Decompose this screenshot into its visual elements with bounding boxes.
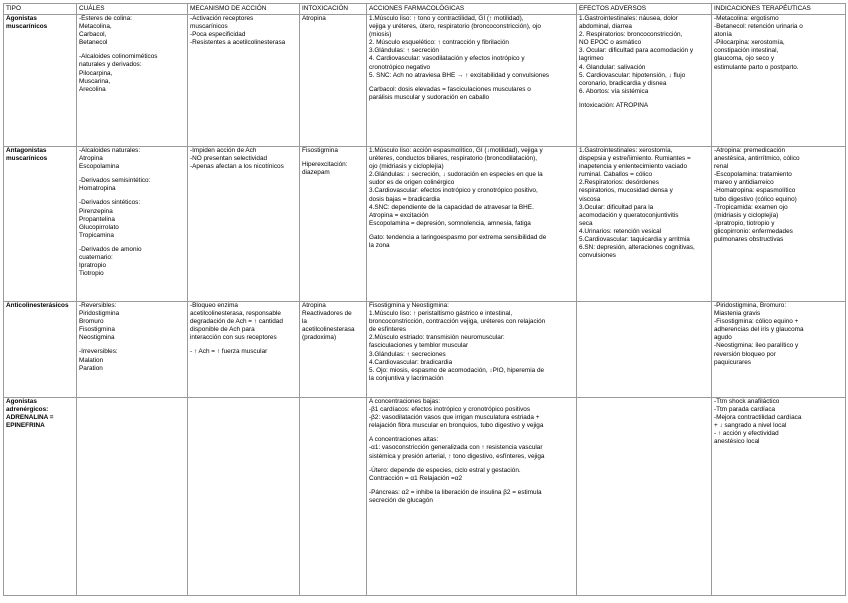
cell-line: atonía — [714, 31, 732, 39]
cell-line: -NO presentan selectividad — [190, 155, 268, 163]
cell-line: 3.Ocular: dificultad para la — [579, 203, 654, 211]
cell-line: -Poca especificidad — [190, 31, 246, 39]
cell-line: Betanecol — [79, 39, 108, 47]
cell-line: de esfínteres — [369, 326, 406, 334]
table-row — [4, 147, 846, 302]
cell-line: 3. Ocular: dificultad para acomodación y — [579, 47, 694, 55]
cell-line: 6. Abortos: vía sistémica — [579, 87, 649, 95]
cell-line: naturales y derivados: — [79, 61, 142, 69]
cell-indicaciones — [712, 302, 846, 398]
cell-line: ojo (midriasis y cicloplejía) — [369, 163, 444, 171]
cell-line: interacción con sus receptores — [190, 334, 277, 342]
cell-line: Tropicamina — [79, 231, 114, 239]
cell-line: Contracción = α1 Relajación =α2 — [369, 474, 463, 482]
cell-line: -Bloqueo enzima — [190, 302, 238, 309]
cell-intoxicacion — [300, 15, 367, 147]
cell-line: sudor es de origen colinérgico — [369, 179, 455, 187]
cell-line: Tiotropio — [79, 270, 104, 278]
cell-line: 1.Músculo liso: acción espasmolítico, GI (↓motilidad), vejiga y — [369, 147, 543, 154]
cell-line: convulsiones — [579, 252, 616, 260]
cell-line: -Ésteres de colina: — [79, 15, 132, 22]
cell-line: 2. Respiratorios: broncoconstricción, — [579, 31, 683, 39]
cell-line: 2. Músculo esquelético: ↑ contracción y fibrilación — [369, 39, 509, 47]
cell-acciones — [367, 302, 577, 398]
cell-line: Agonistas — [6, 398, 37, 405]
cell-line: -Escopolamina: tratamiento — [714, 171, 792, 179]
cell-line: Reactivadores de — [302, 310, 352, 318]
cell-line: ADRENALINA = — [6, 414, 54, 422]
cell-line: sistémica y presión arterial, ↑ tono digestivo, esfínteres, vejiga — [369, 452, 545, 460]
cell-line: -Resistentes a acetilcolinesterasa — [190, 39, 286, 47]
cell-line: 4. Glandular: salivación — [579, 63, 646, 71]
cell-line: -Mejora contractilidad cardíaca — [714, 414, 802, 422]
cell-line: - ↑ Ach = ↑ fuerza muscular — [190, 348, 268, 356]
cell-line: (pradoxima) — [302, 334, 337, 342]
cell-line: coronario, bradicardia y disnea — [579, 79, 667, 87]
cell-line: Bromuro — [79, 318, 104, 326]
cell-line: -Irreversibles: — [79, 348, 118, 356]
cell-line: tubo digestivo (cólico equino) — [714, 195, 797, 203]
cell-line: reversión bloqueo por — [714, 350, 776, 358]
header-mecanismo: MECANISMO DE ACCIÓN — [188, 4, 300, 15]
header-tipo: TIPO — [4, 4, 77, 15]
cell-line: -Neostigmina: íleo paralítico y — [714, 342, 799, 350]
cell-line: 5. SNC: Ach no atraviesa BHE → ↑ excitabilidad y convulsiones — [369, 71, 550, 79]
cell-line: disponible de Ach para — [190, 326, 255, 334]
cell-line: ruminal. Caballos = cólico — [579, 171, 652, 179]
cell-line: la — [302, 318, 307, 326]
header-row — [4, 4, 846, 15]
cell-tipo — [4, 302, 77, 398]
cell-line: constipación intestinal, — [714, 47, 779, 55]
cell-line: -Alcaloides colinomiméticos — [79, 53, 158, 61]
cell-line: -Metacolina: ergotismo — [714, 15, 779, 22]
cell-acciones — [367, 15, 577, 147]
cell-line: -β2: vasodilatación vasos que irrigan musculatura estriada + — [369, 414, 540, 422]
cell-mecanismo — [188, 302, 300, 398]
cell-line: acetilcolinesterasa, responsable — [190, 310, 281, 318]
table-row — [4, 15, 846, 147]
cell-line: Propantelina — [79, 215, 115, 223]
cell-line: 3.Cardiovascular: efectos inotrópico y cronotrópico positivo, — [369, 187, 538, 195]
cell-line: Glucopirrolato — [79, 223, 119, 231]
cell-cuales — [77, 302, 188, 398]
cell-line: Muscarina, — [79, 77, 111, 85]
cell-line: -Activación receptores — [190, 15, 254, 22]
header-adversos: EFECTOS ADVERSOS — [577, 4, 712, 15]
cell-line: viscosa — [579, 195, 601, 203]
cell-line: Homatropina — [79, 185, 116, 193]
cell-intoxicacion — [300, 147, 367, 302]
cell-line: estimulante parto o postparto. — [714, 63, 799, 71]
cell-line: Miastenia gravis — [714, 310, 761, 318]
cell-line: -Piridostigmina, Bromuro: — [714, 302, 787, 309]
cell-line: Malation — [79, 356, 104, 364]
cell-line: Arecolina — [79, 85, 106, 93]
cell-line: Piridostigmina — [79, 310, 120, 318]
cell-line: muscarínicos — [6, 155, 48, 163]
cell-adversos — [577, 147, 712, 302]
cell-line: cronotrópico negativo — [369, 63, 431, 71]
cell-line: - ↑ acción y efectividad — [714, 430, 779, 438]
cell-line: 1.Gastrointestinales: xerostomía, — [579, 147, 673, 154]
cell-line: muscarínicos — [190, 23, 228, 31]
cell-line: renal — [714, 163, 729, 171]
table-row — [4, 302, 846, 398]
cell-line: abdominal, diarrea — [579, 23, 632, 31]
cell-line: 2.Músculo estriado: transmisión neuromuscular: — [369, 334, 505, 342]
cell-line: 4. Cardiovascular: vasodilatación y efectos inotrópico y — [369, 55, 525, 63]
cell-line: -Tropicamida: examen ojo — [714, 203, 788, 211]
cell-line: 2.Respiratorios: desórdenes — [579, 179, 659, 187]
cell-line: -Pilocarpina: xerostomía, — [714, 39, 785, 47]
cell-line: degradación de Ach = ↑ cantidad — [190, 318, 283, 326]
cell-line: Intoxicación: ATROPINA — [579, 101, 649, 109]
cell-line: pulmonares obstructivas — [714, 236, 784, 244]
cell-line: NO EPOC o asmático — [579, 39, 642, 47]
cell-line: Hiperexcitación: — [302, 161, 348, 169]
header-indicaciones: INDICACIONES TERAPÉUTICAS — [712, 4, 846, 15]
cell-indicaciones — [712, 147, 846, 302]
cell-line: 5. Ojo: miosis, espasmo de acomodación, ↓PIO, hiperemia de — [369, 366, 545, 374]
cell-line: 3.Glándulas: ↑ secreción — [369, 47, 439, 55]
cell-line: (miosis) — [369, 31, 392, 39]
cell-line: Gato: tendencia a laringoespasmo por extrema sensibilidad de — [369, 233, 547, 241]
cell-line: Fisostigmina — [302, 147, 338, 154]
cell-adversos — [577, 15, 712, 147]
cell-cuales — [77, 15, 188, 147]
cell-tipo — [4, 15, 77, 147]
cell-line: Escopolamina — [79, 163, 120, 171]
cell-tipo — [4, 398, 77, 596]
cell-mecanismo — [188, 15, 300, 147]
cell-line: -Atropina: premedicación — [714, 147, 786, 154]
cell-line: -α1: vasoconstricción generalizada con ↑ resistencia vascular — [369, 444, 543, 452]
cell-line: parálisis muscular y sudoración en caballo — [369, 93, 490, 101]
cell-line: Neostigmina — [79, 334, 115, 342]
cell-line: -Impiden acción de Ach — [190, 147, 257, 154]
cell-line: vejiga y uréteres, útero, respiratorio (broncoconstricción), ojo — [369, 23, 541, 31]
cell-indicaciones — [712, 15, 846, 147]
cell-line: Fisostigmina y Neostigmina: — [369, 302, 449, 309]
cell-line: diazepam — [302, 169, 330, 177]
cell-line: acetilcolinesterasa — [302, 326, 355, 334]
cell-line: -Fisostigmina: cólico equino + — [714, 318, 799, 326]
cell-line: -Ttm parada cardíaca — [714, 406, 776, 414]
cell-indicaciones — [712, 398, 846, 596]
cell-line: 3.Glándulas: ↑ secreciones — [369, 350, 446, 358]
cell-line: EPINEFRINA — [6, 422, 45, 430]
cell-line: 1.Músculo liso: ↑ peristaltismo gástrico e intestinal, — [369, 310, 513, 318]
cell-line: -Apenas afectan a los nicotínicos — [190, 163, 284, 171]
cell-line: (midriasis y cicloplejía) — [714, 211, 779, 219]
cell-tipo — [4, 147, 77, 302]
cell-line: 1.Músculo liso: ↑ tono y contractilidad, GI (↑ motilidad), — [369, 15, 524, 22]
cell-line: Pirenzepina — [79, 207, 113, 215]
cell-line: lagrimeo — [579, 55, 604, 63]
cell-line: -Ttm shock anafiláctico — [714, 398, 780, 405]
cell-line: Pilocarpina, — [79, 69, 113, 77]
cell-line: fasciculaciones y temblor muscular — [369, 342, 469, 350]
cell-line: Carbacol: dosis elevadas = fasciculaciones musculares o — [369, 85, 531, 93]
cell-line: acomodación y queratoconjuntivitis — [579, 211, 679, 219]
cell-line: 6.SN: depresión, alteraciones cognitivas, — [579, 244, 695, 252]
cell-line: relajación fibra muscular en bronquios, tubo digestivo y vejiga — [369, 422, 544, 430]
cell-line: -Derivados sintéticos: — [79, 199, 141, 207]
cell-line: agudo — [714, 334, 732, 342]
cell-line: seca — [579, 219, 593, 227]
table-row — [4, 398, 846, 596]
cell-line: 4.SNC: dependiente de la capacidad de atravesar la BHE. — [369, 203, 534, 211]
cell-line: Fisostigmina — [79, 326, 115, 334]
cell-line: Anticolinesterásicos — [6, 302, 69, 309]
header-cuales: CUÁLES — [77, 4, 188, 15]
cell-line: cuaternario: — [79, 254, 113, 262]
pharmacology-table — [3, 3, 846, 596]
cell-line: -β1 cardíacos: efectos inotrópico y cronotrópico positivos — [369, 406, 531, 414]
header-acciones: ACCIONES FARMACOLÓGICAS — [367, 4, 577, 15]
cell-intoxicacion — [300, 398, 367, 596]
cell-line: Escopolamina = depresión, somnolencia, amnesia, fatiga — [369, 219, 531, 227]
cell-line: Paration — [79, 364, 103, 372]
cell-adversos — [577, 398, 712, 596]
cell-line: uréteres, conductos biliares, respiratorio (broncodilatación), — [369, 155, 538, 163]
cell-line: Atropina — [302, 15, 326, 22]
cell-line: -Páncreas: α2 = inhibe la liberación de insulina β2 = estimula — [369, 488, 542, 496]
cell-mecanismo — [188, 147, 300, 302]
cell-line: + ↓ sangrado a nivel local — [714, 422, 787, 430]
cell-line: 4.Cardiovascular: bradicardia — [369, 358, 453, 366]
cell-line: inapetencia y enlentecimiento vaciado — [579, 163, 688, 171]
cell-line: 5. Cardiovascular: hipotensión, ↓ flujo — [579, 71, 686, 79]
cell-line: A concentraciones bajas: — [369, 398, 441, 405]
cell-adversos — [577, 302, 712, 398]
cell-cuales — [77, 398, 188, 596]
cell-line: Atropina — [79, 155, 103, 163]
cell-line: respiratorios, mucosidad densa y — [579, 187, 673, 195]
cell-line: la zona — [369, 242, 390, 250]
cell-line: glicopirronio: enfermedades — [714, 227, 793, 235]
cell-cuales — [77, 147, 188, 302]
cell-line: Atropina = excitación — [369, 211, 429, 219]
cell-line: 4.Urinarios: retención vesical — [579, 227, 662, 235]
cell-line: muscarínicos — [6, 23, 48, 31]
cell-line: 1.Gastrointestinales: náusea, dolor — [579, 15, 678, 22]
cell-acciones — [367, 398, 577, 596]
cell-line: -Derivados semisintético: — [79, 177, 151, 185]
cell-line: Atropina — [302, 302, 326, 309]
cell-line: adrenérgicos: — [6, 406, 49, 414]
cell-line: paquicurares — [714, 358, 751, 366]
cell-line: broncoconstricción, contracción vejiga, uréteres con relajación — [369, 318, 546, 326]
cell-line: Ipratropio — [79, 262, 106, 270]
cell-line: adherencias del iris y glaucoma — [714, 326, 804, 334]
cell-mecanismo — [188, 398, 300, 596]
header-intoxicacion: INTOXICACIÓN — [300, 4, 367, 15]
cell-acciones — [367, 147, 577, 302]
cell-line: -Alcaloides naturales: — [79, 147, 141, 154]
cell-line: dispepsia y estreñimiento. Rumiantes = — [579, 155, 691, 163]
cell-line: -Útero: depende de especies, ciclo estral y gestación. — [369, 466, 521, 474]
cell-line: -Homatropina: espasmolítico — [714, 187, 796, 195]
cell-line: dosis bajas = bradicardia — [369, 195, 440, 203]
cell-line: -Betanecol: retención urinaria o — [714, 23, 803, 31]
cell-line: Carbacol, — [79, 31, 107, 39]
cell-line: anestésica, antirrítmico, cólico — [714, 155, 800, 163]
cell-line: glaucoma, ojo seco y — [714, 55, 775, 63]
cell-line: 5.Cardiovascular: taquicardia y arritmia — [579, 236, 690, 244]
cell-line: secreción de glucagón — [369, 496, 433, 504]
cell-line: -Derivados de amonio — [79, 245, 142, 253]
cell-intoxicacion — [300, 302, 367, 398]
cell-line: Agonistas — [6, 15, 37, 22]
cell-line: -Reversibles: — [79, 302, 117, 309]
cell-line: anestésico local — [714, 438, 760, 446]
cell-line: 2.Glándulas: ↓ secreción, ↓ sudoración en especies en que la — [369, 171, 543, 179]
cell-line: A concentraciones altas: — [369, 436, 439, 444]
cell-line: -Ipratropio, tiotropio y — [714, 219, 775, 227]
cell-line: mareo y antidiarreico — [714, 179, 774, 187]
cell-line: la conjuntiva y lacrimación — [369, 374, 444, 382]
cell-line: Antagonistas — [6, 147, 47, 154]
cell-line: Metacolina, — [79, 23, 112, 31]
